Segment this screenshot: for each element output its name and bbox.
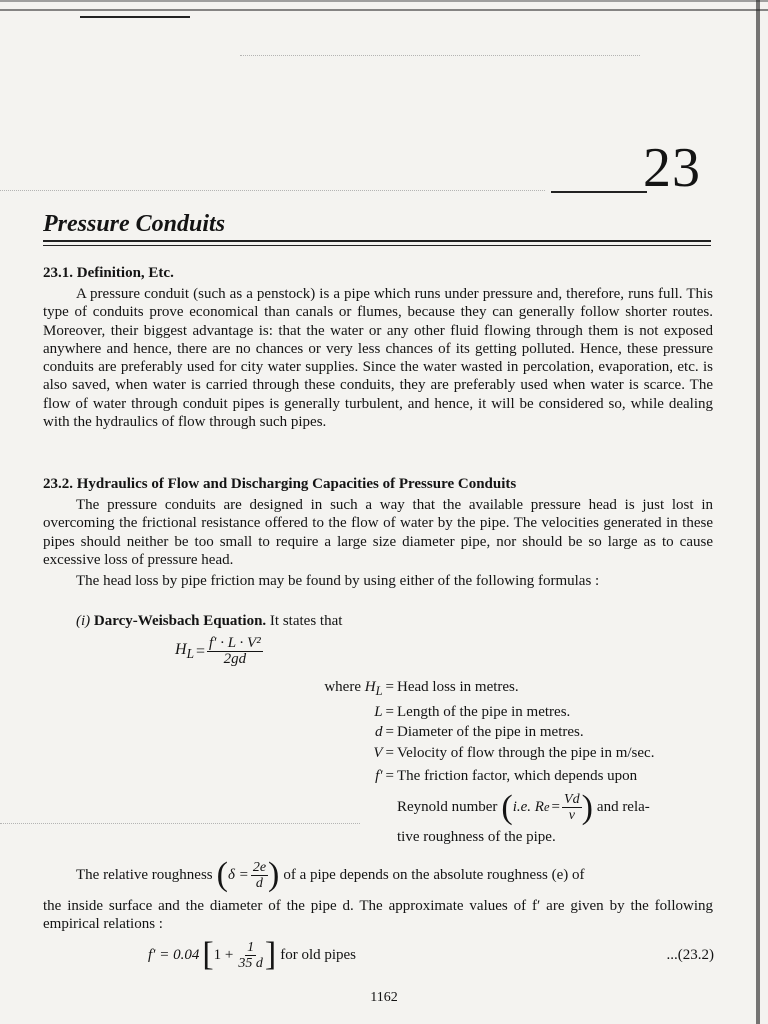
section-23-2-body [43,496,713,590]
title-rule-bottom [43,245,711,246]
friction-equation: f′ = 0.04 [ 1 + $\frac{1}{35 d}$ ] for old pipes ...(23.2) [148,936,714,973]
item-label: (i) [76,613,91,629]
roughness-line: The relative roughness ( δ = $\frac{2e}{d}$ ) of a pipe depends on the absolute roughness (e) of [76,856,585,893]
roughness-paragraph: the inside surface and the diameter of the pipe d. The approximate values of f′ are given by the following empirical relations : [43,898,713,933]
item-title: Darcy-Weisbach Equation. [93,613,267,629]
list-item-darcy [76,613,342,630]
eq-lhs: $H_L$ [175,640,194,662]
eq2-fraction: $\frac{1}{35 d}$ [238,939,263,971]
scan-noise [240,55,640,57]
chapter-number-rule [551,191,647,193]
paragraph: A pressure conduit (such as a penstock) is a pipe which runs under pressure and, therefore, runs full. This type of conduits prove economical than canals or flumes, because they can generally follow shorter routes. Moreover, their biggest advantage is: that the water or any other fluid flowing through them is not exposed anywhere and hence, there are no chances or very less chances of its getting polluted. Hence, these pressure conduits are preferably used for city water supplies. Since the water wasted in percolation, evaporation, etc. is also saved, when water is carried through these conduits, they are preferably used when water is scarce. The flow of water through conduit pipes is generally turbulent, and hence, it will be considered so, while dealing with the hydraulics of flow through such pipes. [43,286,713,431]
section-23-1-body [43,285,713,431]
scan-edge-right [738,0,768,1024]
def-row: V = Velocity of flow through the pipe in m/sec. [373,744,655,761]
item-text: It states that [269,613,343,629]
eq-fraction: $\frac{\text{f′ · L · V²}}{2gd}$ [209,635,261,667]
symbol-definitions [304,677,714,847]
def-row: d = Diameter of the pipe in metres. [375,724,584,740]
title-rule-top [43,240,711,242]
roughness-fraction: $\frac{2e}{d}$ [252,859,267,891]
paragraph: The head loss by pipe friction may be found by using either of the following formulas : [76,573,600,590]
section-heading-23-2: 23.2. Hydraulics of Flow and Discharging Capacities of Pressure Conduits [43,476,517,492]
equation-number: ...(23.2) [666,946,714,963]
def-row: L = Length of the pipe in metres. [374,703,571,720]
darcy-equation: $H_L$ = $\frac{\text{f′ · L · V²}}{2gd}$ [175,635,261,667]
reynolds-fraction: $\frac{Vd}{v}$ [564,792,580,823]
def-row-friction: f′ = The friction factor, which depends upon Reynold number ( i.e. R e = $\frac{Vd}{v}$ ) and rela- tive roughness of the pipe. [375,768,650,845]
def-row: where $H_L$ = Head loss in metres. [324,679,519,698]
section-heading-23-1: 23.1. Definition, Etc. [43,265,174,281]
chapter-number: 23 [643,137,701,199]
page-number: 1162 [370,990,398,1005]
chapter-title: Pressure Conduits [43,211,226,237]
paragraph: The pressure conduits are designed in such a way that the available pressure head is just lost in overcoming the frictional resistance offered to the flow of water by the pipe. The velocities generated in these pipes should neither be too small to require a large size diameter pipe, nor should be so large as to cause excessive loss of pressure head. [43,497,713,568]
header-rule [80,16,190,18]
scan-noise [0,190,545,192]
